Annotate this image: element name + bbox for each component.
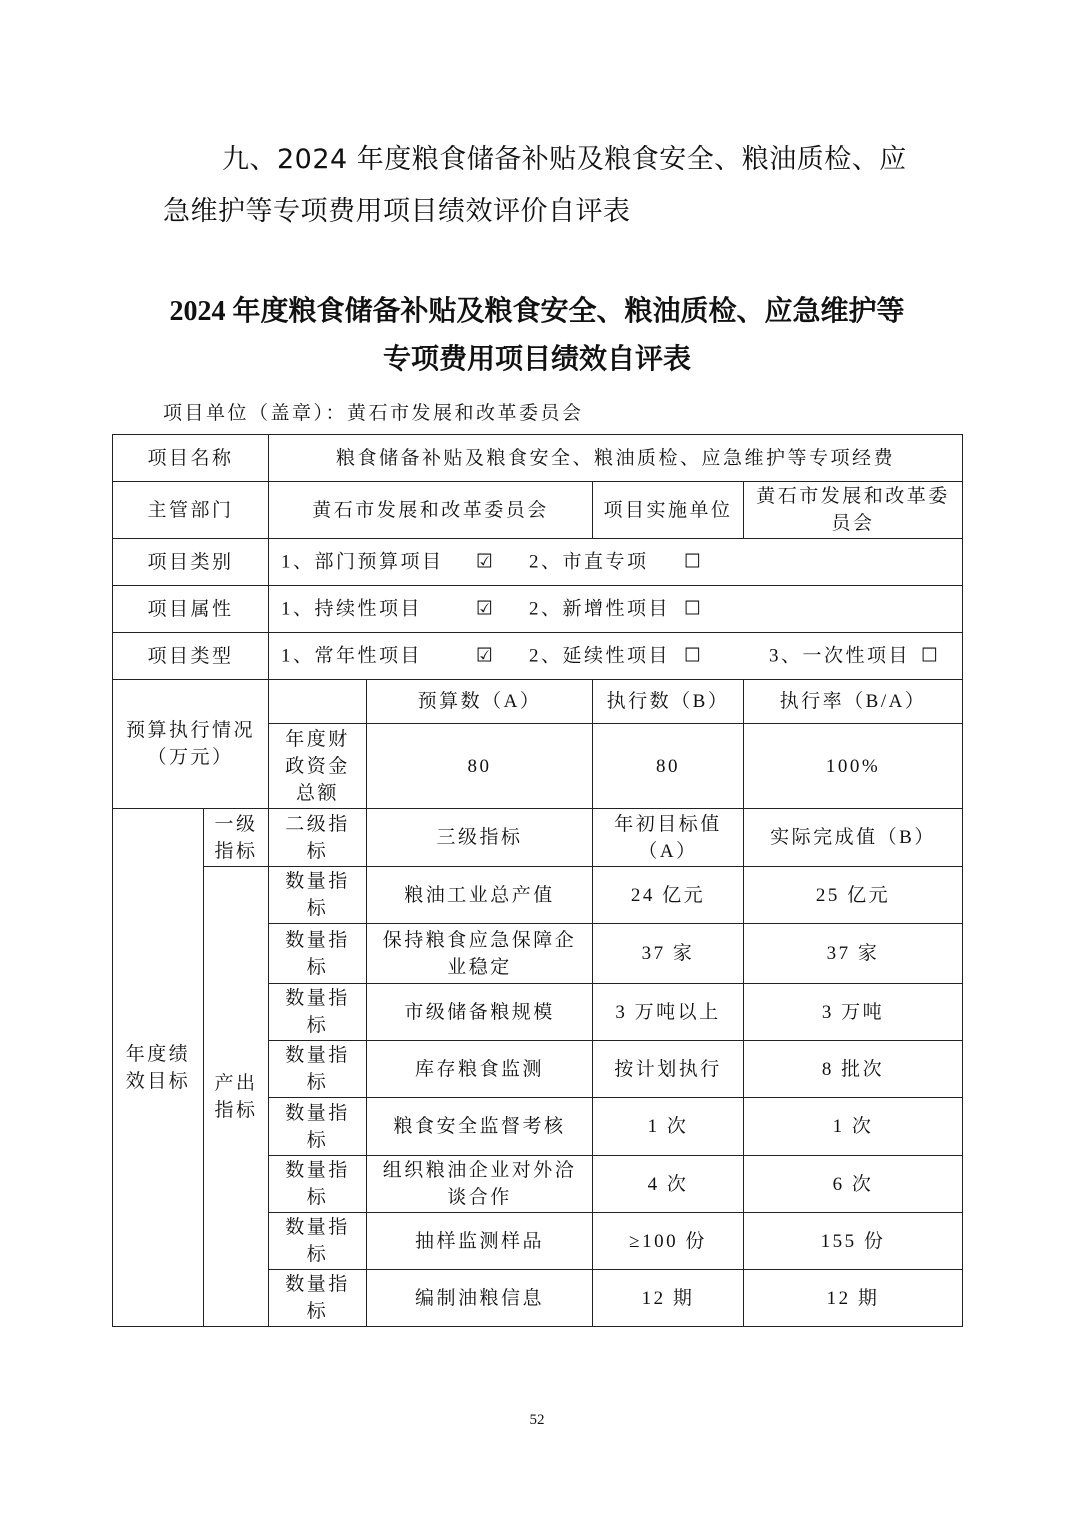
header-actual: 实际完成值（B） bbox=[744, 809, 963, 867]
type-option-3: 3、一次性项目 bbox=[769, 645, 911, 667]
level2-indicator: 数量指标 bbox=[269, 1156, 367, 1213]
budget-header-planned: 预算数（A） bbox=[367, 680, 593, 724]
actual-value: 1 次 bbox=[744, 1098, 963, 1156]
actual-value: 25 亿元 bbox=[744, 867, 963, 924]
level2-indicator: 数量指标 bbox=[269, 1098, 367, 1156]
project-name-row bbox=[113, 435, 963, 482]
target-value: 3 万吨以上 bbox=[593, 984, 744, 1041]
attribute-option-2-checkbox-icon: ☐ bbox=[684, 597, 702, 620]
actual-value: 3 万吨 bbox=[744, 984, 963, 1041]
type-options bbox=[269, 633, 963, 680]
target-value: 37 家 bbox=[593, 924, 744, 984]
header-level2: 二级指标 bbox=[269, 809, 367, 867]
budget-header-rate: 执行率（B/A） bbox=[744, 680, 963, 724]
type-option-1: 1、常年性项目 bbox=[281, 645, 423, 667]
level3-indicator: 抽样监测样品 bbox=[367, 1213, 593, 1270]
level3-indicator: 市级储备粮规模 bbox=[367, 984, 593, 1041]
performance-label: 年度绩效目标 bbox=[113, 809, 204, 1327]
category-option-1: 1、部门预算项目 bbox=[281, 551, 444, 573]
level2-indicator: 数量指标 bbox=[269, 1270, 367, 1327]
department-label: 主管部门 bbox=[113, 482, 269, 539]
category-option-1-checkbox-icon: ☑ bbox=[476, 550, 494, 573]
level3-indicator: 库存粮食监测 bbox=[367, 1041, 593, 1098]
performance-header-row bbox=[113, 809, 963, 867]
header-level3: 三级指标 bbox=[367, 809, 593, 867]
attribute-row bbox=[113, 586, 963, 633]
type-option-3-checkbox-icon: ☐ bbox=[921, 644, 939, 667]
target-value: 按计划执行 bbox=[593, 1041, 744, 1098]
attribute-option-2: 2、新增性项目 bbox=[529, 598, 671, 620]
department-value: 黄石市发展和改革委员会 bbox=[269, 482, 593, 539]
level2-indicator: 数量指标 bbox=[269, 984, 367, 1041]
attribute-options bbox=[269, 586, 963, 633]
category-options bbox=[269, 539, 963, 586]
implementing-unit-value: 黄石市发展和改革委员会 bbox=[744, 482, 963, 539]
self-evaluation-table bbox=[112, 434, 963, 1327]
category-option-2: 2、市直专项 bbox=[529, 551, 649, 573]
type-option-1-checkbox-icon: ☑ bbox=[476, 644, 494, 667]
level2-indicator: 数量指标 bbox=[269, 1041, 367, 1098]
level3-indicator: 粮油工业总产值 bbox=[367, 867, 593, 924]
budget-header-row bbox=[113, 680, 963, 724]
level2-indicator: 数量指标 bbox=[269, 1213, 367, 1270]
actual-value: 6 次 bbox=[744, 1156, 963, 1213]
section-heading-line-2: 急维护等专项费用项目绩效评价自评表 bbox=[163, 196, 631, 227]
indicator-row bbox=[113, 867, 963, 924]
project-unit-line: 项目单位（盖章）：黄石市发展和改革委员会 bbox=[163, 403, 584, 424]
budget-label: 预算执行情况（万元） bbox=[113, 680, 269, 809]
table-title-line-1: 2024 年度粮食储备补贴及粮食安全、粮油质检、应急维护等 bbox=[169, 296, 905, 327]
target-value: 1 次 bbox=[593, 1098, 744, 1156]
target-value: 12 期 bbox=[593, 1270, 744, 1327]
type-label: 项目类型 bbox=[113, 633, 269, 680]
type-option-2-checkbox-icon: ☐ bbox=[684, 644, 702, 667]
budget-blank-cell bbox=[269, 680, 367, 724]
category-option-2-checkbox-icon: ☐ bbox=[684, 550, 702, 573]
implementing-unit-label: 项目实施单位 bbox=[593, 482, 744, 539]
attribute-option-1: 1、持续性项目 bbox=[281, 598, 423, 620]
attribute-option-1-checkbox-icon: ☑ bbox=[476, 597, 494, 620]
actual-value: 155 份 bbox=[744, 1213, 963, 1270]
department-row bbox=[113, 482, 963, 539]
level3-indicator: 组织粮油企业对外洽谈合作 bbox=[367, 1156, 593, 1213]
attribute-label: 项目属性 bbox=[113, 586, 269, 633]
type-option-2: 2、延续性项目 bbox=[529, 645, 671, 667]
budget-executed-value: 80 bbox=[593, 724, 744, 809]
category-label: 项目类别 bbox=[113, 539, 269, 586]
budget-row-label: 年度财政资金总额 bbox=[269, 724, 367, 809]
actual-value: 37 家 bbox=[744, 924, 963, 984]
budget-planned-value: 80 bbox=[367, 724, 593, 809]
budget-header-executed: 执行数（B） bbox=[593, 680, 744, 724]
section-heading-line-1: 九、2024 年度粮食储备补贴及粮食安全、粮油质检、应 bbox=[222, 144, 907, 175]
actual-value: 12 期 bbox=[744, 1270, 963, 1327]
level3-indicator: 编制油粮信息 bbox=[367, 1270, 593, 1327]
actual-value: 8 批次 bbox=[744, 1041, 963, 1098]
level2-indicator: 数量指标 bbox=[269, 924, 367, 984]
budget-rate-value: 100% bbox=[744, 724, 963, 809]
target-value: ≥100 份 bbox=[593, 1213, 744, 1270]
header-level1: 一级指标 bbox=[204, 809, 269, 867]
target-value: 24 亿元 bbox=[593, 867, 744, 924]
page-number: 52 bbox=[529, 1412, 545, 1428]
level3-indicator: 保持粮食应急保障企业稳定 bbox=[367, 924, 593, 984]
project-name-value: 粮食储备补贴及粮食安全、粮油质检、应急维护等专项经费 bbox=[269, 435, 963, 482]
category-row bbox=[113, 539, 963, 586]
target-value: 4 次 bbox=[593, 1156, 744, 1213]
level2-indicator: 数量指标 bbox=[269, 867, 367, 924]
level1-indicator-output: 产出指标 bbox=[204, 867, 269, 1327]
table-title-line-2: 专项费用项目绩效自评表 bbox=[382, 344, 691, 375]
level3-indicator: 粮食安全监督考核 bbox=[367, 1098, 593, 1156]
type-row bbox=[113, 633, 963, 680]
project-name-label: 项目名称 bbox=[113, 435, 269, 482]
header-target: 年初目标值（A） bbox=[593, 809, 744, 867]
